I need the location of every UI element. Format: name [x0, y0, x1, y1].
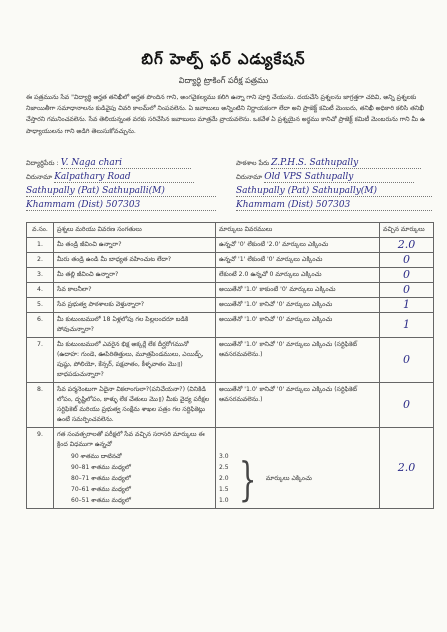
row-scoring: అయితేనో '1.0' కాకుంటే '0' మార్కులు ఎక్కించు	[216, 283, 380, 298]
row-serial: 7.	[27, 338, 54, 383]
student-address-row	[26, 172, 194, 183]
points-list	[219, 451, 229, 506]
row-scoring	[216, 428, 380, 509]
row-mark: 1	[380, 313, 434, 338]
row-mark: 2.0	[380, 428, 434, 509]
school-address-line1: Old VPS Sathupally	[264, 172, 414, 183]
header-marks: వచ్చిన మార్కులు	[380, 223, 434, 238]
points-item: 2.0	[219, 475, 229, 482]
intro-paragraph: ఈ పత్రమును సేవ "విద్యార్థి అర్హత తనిఖీలో అర్హత పొందిన గాని, అంగవైకల్యము కలిగి ఉన్నా గాని పూర్తి చేయును. దయచేసి ప్రశ్నలను జాగ్రత్తగా చదివి, అన్ని ప్రశ్నలకు నిజాయితీగా సమాధానాలను కుడివైపు చివరి కాలమ్‌లో నింపవలెను. ఏ జవాబులు అన్నింటిని నిర్ణాయకంగా లేదా అని ప్రాజెక్ట్ కమిటీ మెంబరు, తనిఖీ అధికారి కలిసి తనిఖీ చేస్తారని గమనించవలెను. సేవ తెలియన్నంత వరకు సరిచేసిన జవాబులు మాత్రమే వ్రాయవలెను. ఒకవేళ ఏ ప్రశ్నయైన అర్థము కానిచో ప్రాజెక్ట్ కమిటీ మెంబరును గాని మీ ఉ పాధ్యాయులను గాని అడిగి తెలుసుకోవచ్చును.	[26, 94, 425, 135]
row-question-text: గత సంవత్సరాలతో పరీక్షలో సేవ వచ్చిన సరాసరి మార్కులు ఈ క్రింద విధముగా ఉన్నచో	[57, 431, 205, 448]
row-question: మీరు తండ్రి ఉండి మీ బాధ్యత వహించుట లేదా?	[54, 253, 216, 268]
marks-table	[26, 222, 434, 509]
points-item: 1.0	[219, 497, 229, 504]
document-subtitle: విద్యార్థి ట్రాకింగ్ పరీక్ష పత్రము	[178, 76, 269, 85]
row-scoring: ఉన్నచో '0' లేకుంటే '2.0' మార్కులు ఎక్కించు	[216, 238, 380, 253]
row-mark: 0	[380, 253, 434, 268]
row-serial: 4.	[27, 283, 54, 298]
school-address-line2: Sathupally (Pat) Sathupally(M)	[236, 186, 432, 197]
table-row	[27, 238, 434, 253]
table-row	[27, 253, 434, 268]
table-row	[27, 313, 434, 338]
table-row	[27, 338, 434, 383]
table-header-row	[27, 223, 434, 238]
row-serial: 2.	[27, 253, 54, 268]
school-address-label: చిరునామా	[236, 173, 263, 181]
row-scoring-text: మార్కులు ఎక్కించు	[265, 474, 312, 482]
row-serial: 1.	[27, 238, 54, 253]
marks-range-item: 60–51 శాతము మధ్యలో	[71, 497, 131, 504]
row-mark: 1	[380, 298, 434, 313]
table-row	[27, 298, 434, 313]
marks-range-item: 80–71 శాతము మధ్యలో	[71, 475, 131, 482]
row-serial: 5.	[27, 298, 54, 313]
table-row	[27, 428, 434, 509]
header-scoring: మార్కులు వివరములు	[216, 223, 380, 238]
school-address-row	[236, 172, 414, 183]
points-item: 1.5	[219, 486, 229, 493]
student-name-value: V. Naga chari	[61, 158, 191, 169]
table-row	[27, 268, 434, 283]
marks-range-list	[57, 451, 212, 506]
student-address-row-3	[26, 200, 216, 211]
row-scoring: అయితేనో '1.0' కానిచో '0' మార్కులు ఎక్కించు (సర్టిఫికెట్ ఆవసరమవలెను.)	[216, 338, 380, 383]
points-item: 2.5	[219, 464, 229, 471]
row-question	[54, 428, 216, 509]
row-question: మీ కుటుంబములో ఎవరైన భిక్ష అక్కర్లే లేక దీర్ఘరోగమునో (ఉదాహ: గుండె, ఊపిరితిత్తులు, మూత్రపిండములు, ఎయిడ్స్, పుష్ఠు, పోలియో, కేన్సర్, పక్షవాతం, కీళ్ళవాతం మొ॥) బాధపడుచున్నారా?	[54, 338, 216, 383]
marks-range-item: 90 శాతము దాటినచో	[71, 453, 122, 460]
row-scoring: అయితేనో '1.0' కానిచో '0' మార్కులు ఎక్కించు	[216, 298, 380, 313]
row-scoring: అయితేనో '1.0' కానిచో '0' మార్కులు ఎక్కించు	[216, 313, 380, 338]
student-address-line3: Khammam (Dist) 507303	[26, 200, 216, 211]
row-question: మీ తల్లి జీవించి ఉన్నారా?	[54, 268, 216, 283]
row-mark: 0	[380, 283, 434, 298]
table-row	[27, 383, 434, 428]
school-address-row-3	[236, 200, 432, 211]
header-question: ప్రశ్నలు మరియు వివరణ సంగతులు	[54, 223, 216, 238]
row-mark: 0	[380, 268, 434, 283]
marks-range-item: 70–61 శాతము మధ్యలో	[71, 486, 131, 493]
row-mark: 0	[380, 383, 434, 428]
row-scoring: ఉన్నచో '1' లేకుంటే '0' మార్కులు ఎక్కించు	[216, 253, 380, 268]
marks-range-item: 90–81 శాతము మధ్యలో	[71, 464, 131, 471]
student-address-label: చిరునామా	[26, 173, 53, 181]
row-serial: 8.	[27, 383, 54, 428]
document-title: బిగ్ హెల్ప్ ఫర్ ఎడ్యుకేషన్	[141, 50, 306, 68]
student-address-line1: Kalpathary Road	[54, 172, 194, 183]
row-question: మీ తండ్రి జీవించి ఉన్నారా?	[54, 238, 216, 253]
school-address-row-2	[236, 186, 432, 197]
row-mark: 0	[380, 338, 434, 383]
brace-icon: }	[238, 451, 256, 506]
row-question: మీ కుటుంబములో 18 ఏళ్లలోపు గల పిల్లలందరూ బడికి పోవుచున్నారా?	[54, 313, 216, 338]
student-name-row	[26, 158, 191, 169]
header-serial: వ.సం.	[27, 223, 54, 238]
row-mark: 2.0	[380, 238, 434, 253]
row-serial: 9.	[27, 428, 54, 509]
row-question: సేవ కాలనీలా?	[54, 283, 216, 298]
points-item: 3.0	[219, 453, 229, 460]
student-name-label: విద్యార్థిపేరు :	[26, 159, 59, 167]
school-name-label: పాఠశాల పేరు	[236, 159, 270, 167]
row-question: సేవ ప్రభుత్వ పాఠశాలకు వెళ్తున్నారా?	[54, 298, 216, 313]
school-name-value: Z.P.H.S. Sathupally	[271, 158, 421, 169]
row-scoring: అయితేనో '1.0' కానిచో '0' మార్కులు ఎక్కించు (సర్టిఫికెట్ ఆవసరమవలెను.)	[216, 383, 380, 428]
row-scoring: లేకుంటే 2.0 ఉన్నచో 0 మార్కులు ఎక్కించు	[216, 268, 380, 283]
row-question: సేవ పర్మనెంటుగా ఏదైనా వికలాంగులా?(పనిచేయనా?) (వినికిడి లోపం, దృష్టిలోపం, కాళ్ళు లేక చేతులు మొ॥) మీకు వైద్య పరీక్షల సర్టిఫికెట్ మరియు ప్రభుత్వ సంక్షేమ శాఖల పత్రం గల సర్టిఫికెట్లు ఉంటే సమర్పించవలెను.	[54, 383, 216, 428]
school-name-row	[236, 158, 421, 169]
student-address-row-2	[26, 186, 216, 197]
student-address-line2: Sathupally (Pat) Sathupalli(M)	[26, 186, 216, 197]
row-serial: 3.	[27, 268, 54, 283]
school-address-line3: Khammam (Dist) 507303	[236, 200, 432, 211]
row-serial: 6.	[27, 313, 54, 338]
table-row	[27, 283, 434, 298]
